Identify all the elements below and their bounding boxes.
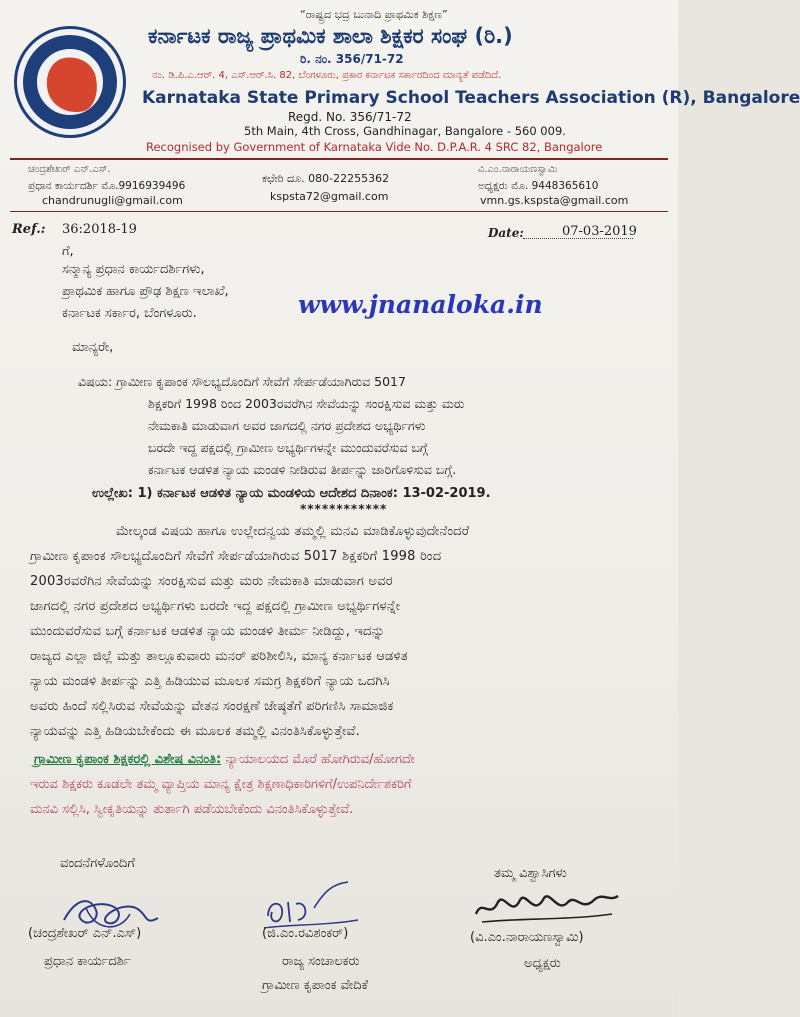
regd-kannada: ರಿ. ನಂ. 356/71-72 <box>300 52 404 66</box>
request-line: ಮನವಿ ಸಲ್ಲಿಸಿ, ಸ್ವೀಕೃತಿಯನ್ನು ತುರ್ತಾಗಿ ಪಡೆಯಬೇಕೆಂದು ವಿನಂತಿಸಿಕೊಳ್ಳುತ್ತೇವೆ. <box>30 802 354 817</box>
office-email: kspsta72@gmail.com <box>270 190 389 203</box>
signatory-name: (ವಿ.ಎಂ.ನಾರಾಯಣಸ್ವಾಮಿ) <box>470 930 584 945</box>
ref-number: 36:2018-19 <box>62 222 137 237</box>
request-title: ಗ್ರಾಮೀಣ ಕೃಪಾಂಕ ಶಿಕ್ಷಕರಲ್ಲಿ ವಿಶೇಷ ವಿನಂತಿ: <box>34 752 222 767</box>
regd-english: Regd. No. 356/71-72 <box>288 110 412 124</box>
subject-line: ಕರ್ನಾಟಕ ಆಡಳಿತ ನ್ಯಾಯ ಮಂಡಳಿ ನೀಡಿರುವ ತೀರ್ಪನ್ನು ಜಾರಿಗೊಳಿಸುವ ಬಗ್ಗೆ. <box>148 462 457 477</box>
signatory-designation: ರಾಜ್ಯ ಸಂಚಾಲಕರು <box>282 954 360 969</box>
subject-line: ನೇಮಕಾತಿ ಮಾಡುವಾಗ ಅವರ ಜಾಗದಲ್ಲಿ ನಗರ ಪ್ರದೇಶದ ಅಭ್ಯರ್ಥಿಗಳು <box>148 418 426 433</box>
body-line: ರಾಜ್ಯದ ಎಲ್ಲಾ ಜಿಲ್ಲೆ ಮತ್ತು ತಾಲ್ಲೂಕುವಾರು ಮನರ್ ಪರಿಶೀಲಿಸಿ, ಮಾನ್ಯ ಕರ್ನಾಟಕ ಆಡಳಿತ <box>30 649 408 664</box>
signatory-designation: ಗ್ರಾಮೀಣ ಕೃಪಾಂಕ ವೇದಿಕೆ <box>262 978 368 993</box>
addressee-line: ಸನ್ಮಾನ್ಯ ಪ್ರಧಾನ ಕಾರ್ಯದರ್ಶಿಗಳು, <box>62 262 205 277</box>
recognition-line: Recognised by Government of Karnataka Vide No. D.P.A.R. 4 SRC 82, Bangalore <box>146 140 603 154</box>
addressee-line: ಕರ್ನಾಟಕ ಸರ್ಕಾರ, ಬೆಂಗಳೂರು. <box>62 306 197 321</box>
watermark: www.jnanaloka.in <box>298 290 543 319</box>
motto: “ರಾಷ್ಟ್ರದ ಭದ್ರ ಬುನಾದಿ ಪ್ರಾಥಮಿಕ ಶಿಕ್ಷಣ” <box>300 8 448 21</box>
body-line: ಗ್ರಾಮೀಣ ಕೃಪಾಂಕ ಸೌಲಭ್ಯದೊಂದಿಗೆ ಸೇವೆಗೆ ಸೇರ್ಪಡೆಯಾಗಿರುವ 5017 ಶಿಕ್ಷಕರಿಗೆ 1998 ರಿಂದ <box>30 549 442 564</box>
closing-greeting: ವಂದನೆಗಳೊಂದಿಗೆ <box>60 856 135 871</box>
header-divider <box>10 158 668 160</box>
addressee-line: ಪ್ರಾಥಮಿಕ ಹಾಗೂ ಪ್ರೌಢ ಶಿಕ್ಷಣ ಇಲಾಖೆ, <box>62 284 229 299</box>
closing-yours: ತಮ್ಮ ವಿಶ್ವಾಸಿಗಳು <box>494 866 567 881</box>
request-line: ಇರುವ ಶಿಕ್ಷಕರು ಕೂಡಲೇ ತಮ್ಮ ವ್ಯಾಪ್ತಿಯ ಮಾನ್ಯ ಕ್ಷೇತ್ರ ಶಿಕ್ಷಣಾಧಿಕಾರಿಗಳಿಗೆ/ಉಪನಿರ್ದೇಶಕರಿಗೆ <box>30 777 412 792</box>
subject-line: ವಿಷಯ: ಗ್ರಾಮೀಣ ಕೃಪಾಂಕ ಸೌಲಭ್ಯದೊಂದಿಗೆ ಸೇವೆಗೆ ಸೇರ್ಪಡೆಯಾಗಿರುವ 5017 <box>78 374 406 389</box>
association-logo <box>14 26 126 138</box>
title-kannada: ಕರ್ನಾಟಕ ರಾಜ್ಯ ಪ್ರಾಥಮಿಕ ಶಾಲಾ ಶಿಕ್ಷಕರ ಸಂಘ (ರಿ.) <box>148 24 513 48</box>
title-english: Karnataka State Primary School Teachers Association (R), Bangalore <box>142 88 800 108</box>
ref-label: Ref.: <box>12 222 46 237</box>
address-english: 5th Main, 4th Cross, Gandhinagar, Bangalore - 560 009. <box>244 124 566 138</box>
signature-president <box>472 884 622 930</box>
signatory-designation: ಪ್ರಧಾನ ಕಾರ್ಯದರ್ಶಿ <box>44 954 131 969</box>
signatory-name: (ಚಂದ್ರಶೇಖರ್ ಎನ್.ಎಸ್) <box>28 926 142 941</box>
date-value: 07-03-2019 <box>562 224 637 239</box>
body-line: ಮೇಲ್ಕಂಡ ವಿಷಯ ಹಾಗೂ ಉಲ್ಲೇದನ್ವಯ ತಮ್ಮಲ್ಲಿ ಮನವಿ ಮಾಡಿಕೊಳ್ಳುವುದೇನೆಂದರೆ <box>116 524 470 539</box>
president-name: ವಿ.ಎಂ.ನಾರಾಯಣಸ್ವಾಮಿ <box>478 164 558 175</box>
body-line: ನ್ಯಾಯವನ್ನು ಎತ್ತಿ ಹಿಡಿಯಬೇಕೆಂದು ಈ ಮೂಲಕ ತಮ್ಮಲ್ಲಿ ವಿನಂತಿಸಿಕೊಳ್ಳುತ್ತೇವೆ. <box>30 724 360 739</box>
body-line: ಅವರು ಹಿಂದೆ ಸಲ್ಲಿಸಿರುವ ಸೇವೆಯನ್ನು ವೇತನ ಸಂರಕ್ಷಣೆ ಜೇಷ್ಠತೆಗೆ ಪರಿಗಣಿಸಿ ಸಾಮಾಜಿಕ <box>30 699 394 714</box>
subject-line: ಶಿಕ್ಷಕರಿಗೆ 1998 ರಿಂದ 2003ರವರೆಗಿನ ಸೇವೆಯನ್ನು ಸಂರಕ್ಷಿಸುವ ಮತ್ತು ಮರು <box>148 396 465 411</box>
separator: ************ <box>300 502 388 516</box>
salutation: ಮಾನ್ಯರೇ, <box>72 340 114 355</box>
subject-line: ಬರದೇ ಇದ್ದ ಪಕ್ಷದಲ್ಲಿ ಗ್ರಾಮೀಣ ಅಭ್ಯರ್ಥಿಗಳನ್ನೇ ಮುಂದುವರೆಸುವ ಬಗ್ಗೆ <box>148 440 428 455</box>
addressee-line: ಗೆ, <box>62 244 74 259</box>
reference-line: ಉಲ್ಲೇಖ: 1) ಕರ್ನಾಟಕ ಆಡಳಿತ ನ್ಯಾಯ ಮಂಡಳಿಯ ಆದೇಶದ ದಿನಾಂಕ: 13-02-2019. <box>92 486 491 501</box>
contacts-divider <box>10 211 668 212</box>
address-kannada: ನಂ. ಡಿ.ಪಿ.ಎ.ಆರ್. 4, ಎಸ್.ಆರ್.ಸಿ. 82, ಬೆಂಗಳೂರು, ಪ್ರಕಾರ ಕರ್ನಾಟಕ ಸರ್ಕಾರದಿಂದ ಮಾನ್ಯತೆ ಪಡೆದಿದೆ. <box>152 70 502 81</box>
secretary-role: ಪ್ರಧಾನ ಕಾರ್ಯದರ್ಶಿ ಮೊ.9916939496 <box>28 180 186 192</box>
secretary-name: ಚಂದ್ರಶೇಖರ್ ಎನ್.ಎಸ್. <box>28 164 111 175</box>
president-role: ಅಧ್ಯಕ್ಷರು ಮೊ. 9448365610 <box>478 180 599 192</box>
request-text: ನ್ಯಾಯಾಲಯದ ಮೊರೆ ಹೋಗಿರುವ/ಹೋಗದೇ <box>221 752 415 767</box>
date-label: Date: <box>488 226 524 240</box>
president-email: vmn.gs.kspsta@gmail.com <box>480 194 629 207</box>
body-line: 2003ರವರೆಗಿನ ಸೇವೆಯನ್ನು ಸಂರಕ್ಷಿಸುವ ಮತ್ತು ಮರು ನೇಮಕಾತಿ ಮಾಡುವಾಗ ಅವರ <box>30 574 393 589</box>
request-line <box>34 752 415 767</box>
signatory-designation: ಅಧ್ಯಕ್ಷರು <box>524 956 561 971</box>
body-line: ಜಾಗದಲ್ಲಿ ನಗರ ಪ್ರದೇಶದ ಅಭ್ಯರ್ಥಿಗಳು ಬರದೇ ಇದ್ದ ಪಕ್ಷದಲ್ಲಿ ಗ್ರಾಮೀಣ ಅಭ್ಯರ್ಥಿಗಳನ್ನೇ <box>30 599 401 614</box>
body-line: ಮುಂದುವರೆಸುವ ಬಗ್ಗೆ ಕರ್ನಾಟಕ ಆಡಳಿತ ನ್ಯಾಯ ಮಂಡಳಿ ತೀರ್ಮ ನೀಡಿದ್ದು, ಇದನ್ನು <box>30 624 385 639</box>
signatory-name: (ಜಿ.ಎಂ.ರವಿಶಂಕರ್) <box>262 926 349 941</box>
office-phone: ಕಛೇರಿ ದೂ. 080-22255362 <box>262 172 390 185</box>
body-line: ನ್ಯಾಯ ಮಂಡಳಿ ತೀರ್ಪನ್ನು ಎತ್ತಿ ಹಿಡಿಯುವ ಮೂಲಕ ಸಮಗ್ರ ಶಿಕ್ಷಕರಿಗೆ ನ್ಯಾಯ ಒದಗಿಸಿ <box>30 674 390 689</box>
secretary-email: chandrunugli@gmail.com <box>42 194 183 207</box>
